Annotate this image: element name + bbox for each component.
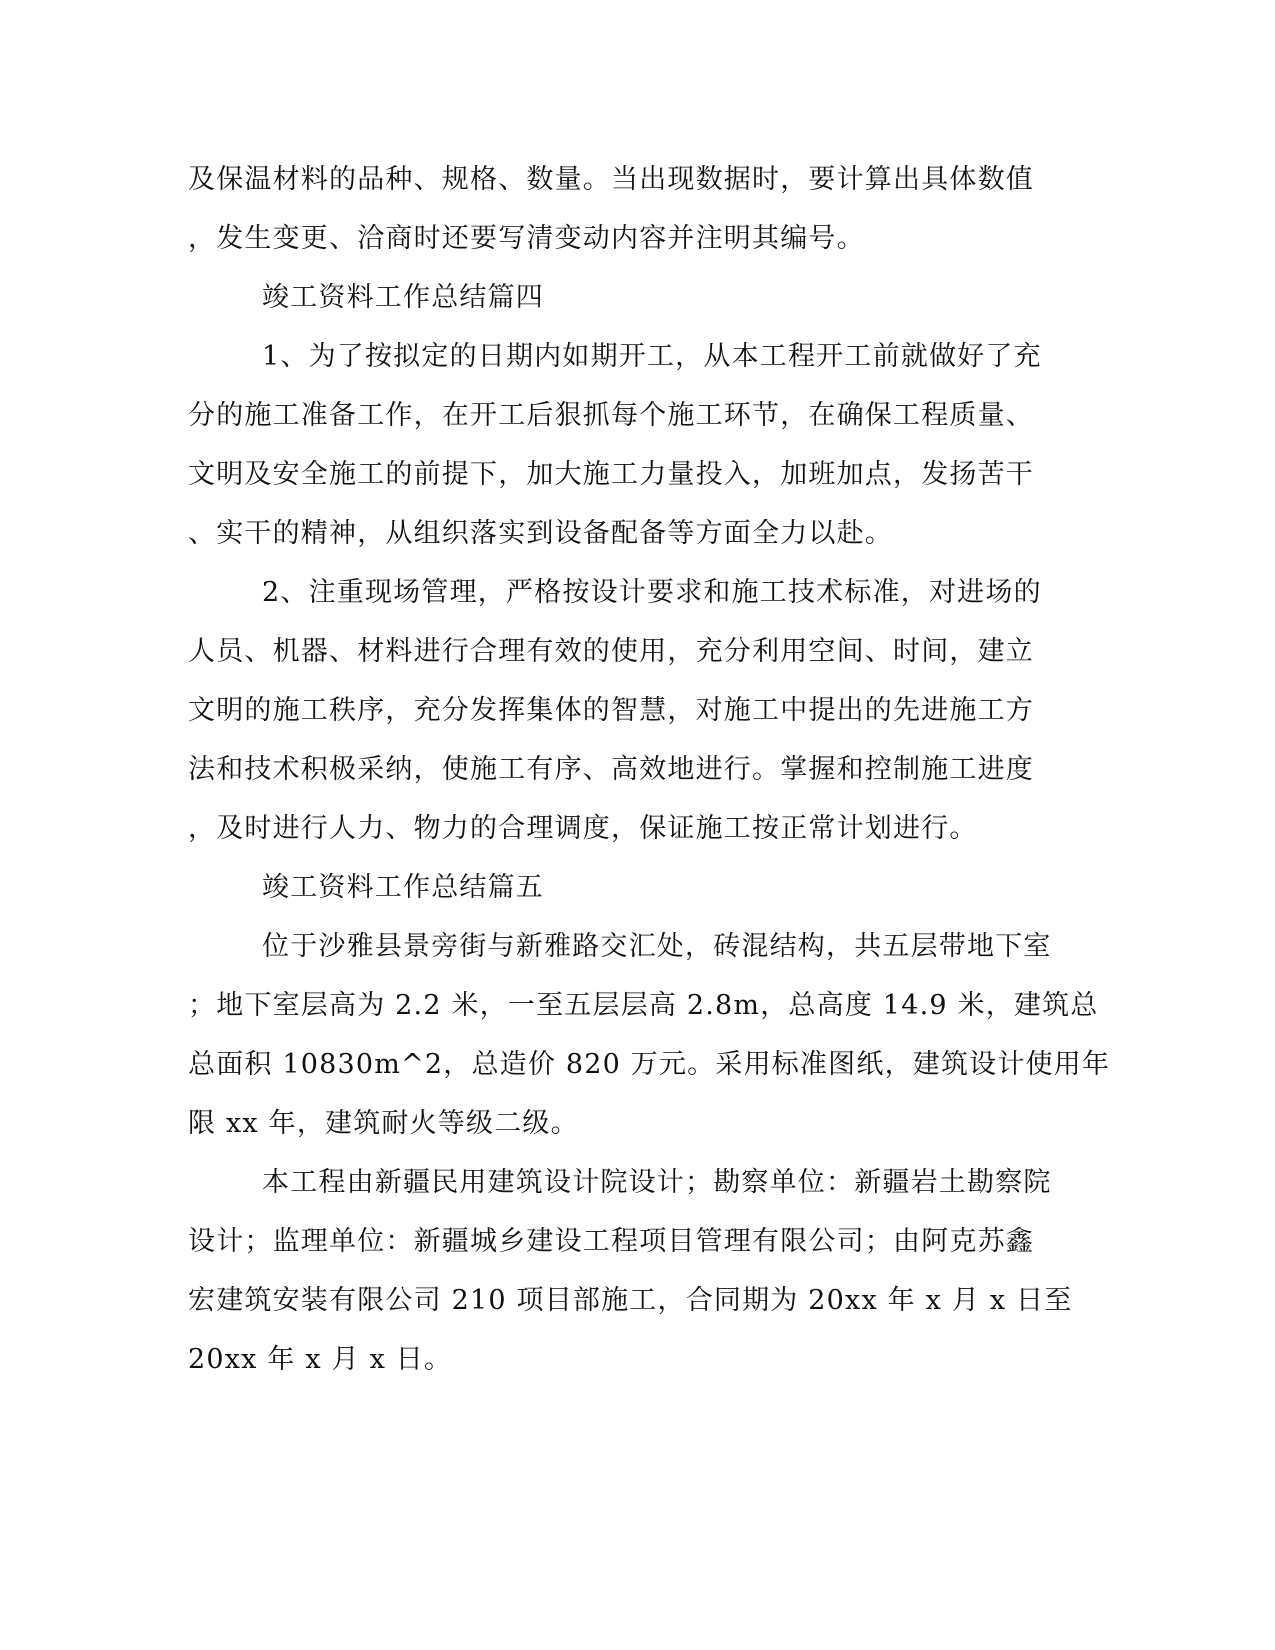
text-line: 文明的施工秩序，充分发挥集体的智慧，对施工中提出的先进施工方	[188, 695, 1034, 726]
text-line: 位于沙雅县景旁街与新雅路交汇处，砖混结构，共五层带地下室	[262, 931, 1052, 962]
text-line: 法和技术积极采纳，使施工有序、高效地进行。掌握和控制施工进度	[188, 754, 1034, 785]
section-heading-5: 竣工资料工作总结篇五	[262, 872, 544, 903]
text-line: 总面积 10830m^2，总造价 820 万元。采用标准图纸，建筑设计使用年	[188, 1049, 1111, 1080]
section-heading-4: 竣工资料工作总结篇四	[262, 282, 544, 313]
text-line: 人员、机器、材料进行合理有效的使用，充分利用空间、时间，建立	[188, 636, 1034, 667]
text-line: 设计；监理单位：新疆城乡建设工程项目管理有限公司；由阿克苏鑫	[188, 1226, 1034, 1257]
text-line: 、实干的精神，从组织落实到设备配备等方面全力以赴。	[188, 518, 893, 549]
text-line: 2、注重现场管理，严格按设计要求和施工技术标准，对进场的	[262, 577, 1042, 608]
text-line: 1、为了按拟定的日期内如期开工，从本工程开工前就做好了充	[262, 341, 1042, 372]
text-line: 20xx 年 x 月 x 日。	[188, 1344, 453, 1375]
text-line: ，及时进行人力、物力的合理调度，保证施工按正常计划进行。	[188, 813, 978, 844]
text-line: 及保温材料的品种、规格、数量。当出现数据时，要计算出具体数值	[188, 164, 1034, 195]
text-line: 宏建筑安装有限公司 210 项目部施工，合同期为 20xx 年 x 月 x 日至	[188, 1285, 1073, 1316]
text-line: ，发生变更、洽商时还要写清变动内容并注明其编号。	[188, 223, 865, 254]
text-line: 文明及安全施工的前提下，加大施工力量投入，加班加点，发扬苦干	[188, 459, 1034, 490]
text-line: ；地下室层高为 2.2 米，一至五层层高 2.8m，总高度 14.9 米，建筑总	[188, 990, 1099, 1021]
text-line: 限 xx 年，建筑耐火等级二级。	[188, 1108, 579, 1139]
text-line: 本工程由新疆民用建筑设计院设计；勘察单位：新疆岩土勘察院	[262, 1167, 1052, 1198]
text-line: 分的施工准备工作，在开工后狠抓每个施工环节，在确保工程质量、	[188, 400, 1034, 431]
